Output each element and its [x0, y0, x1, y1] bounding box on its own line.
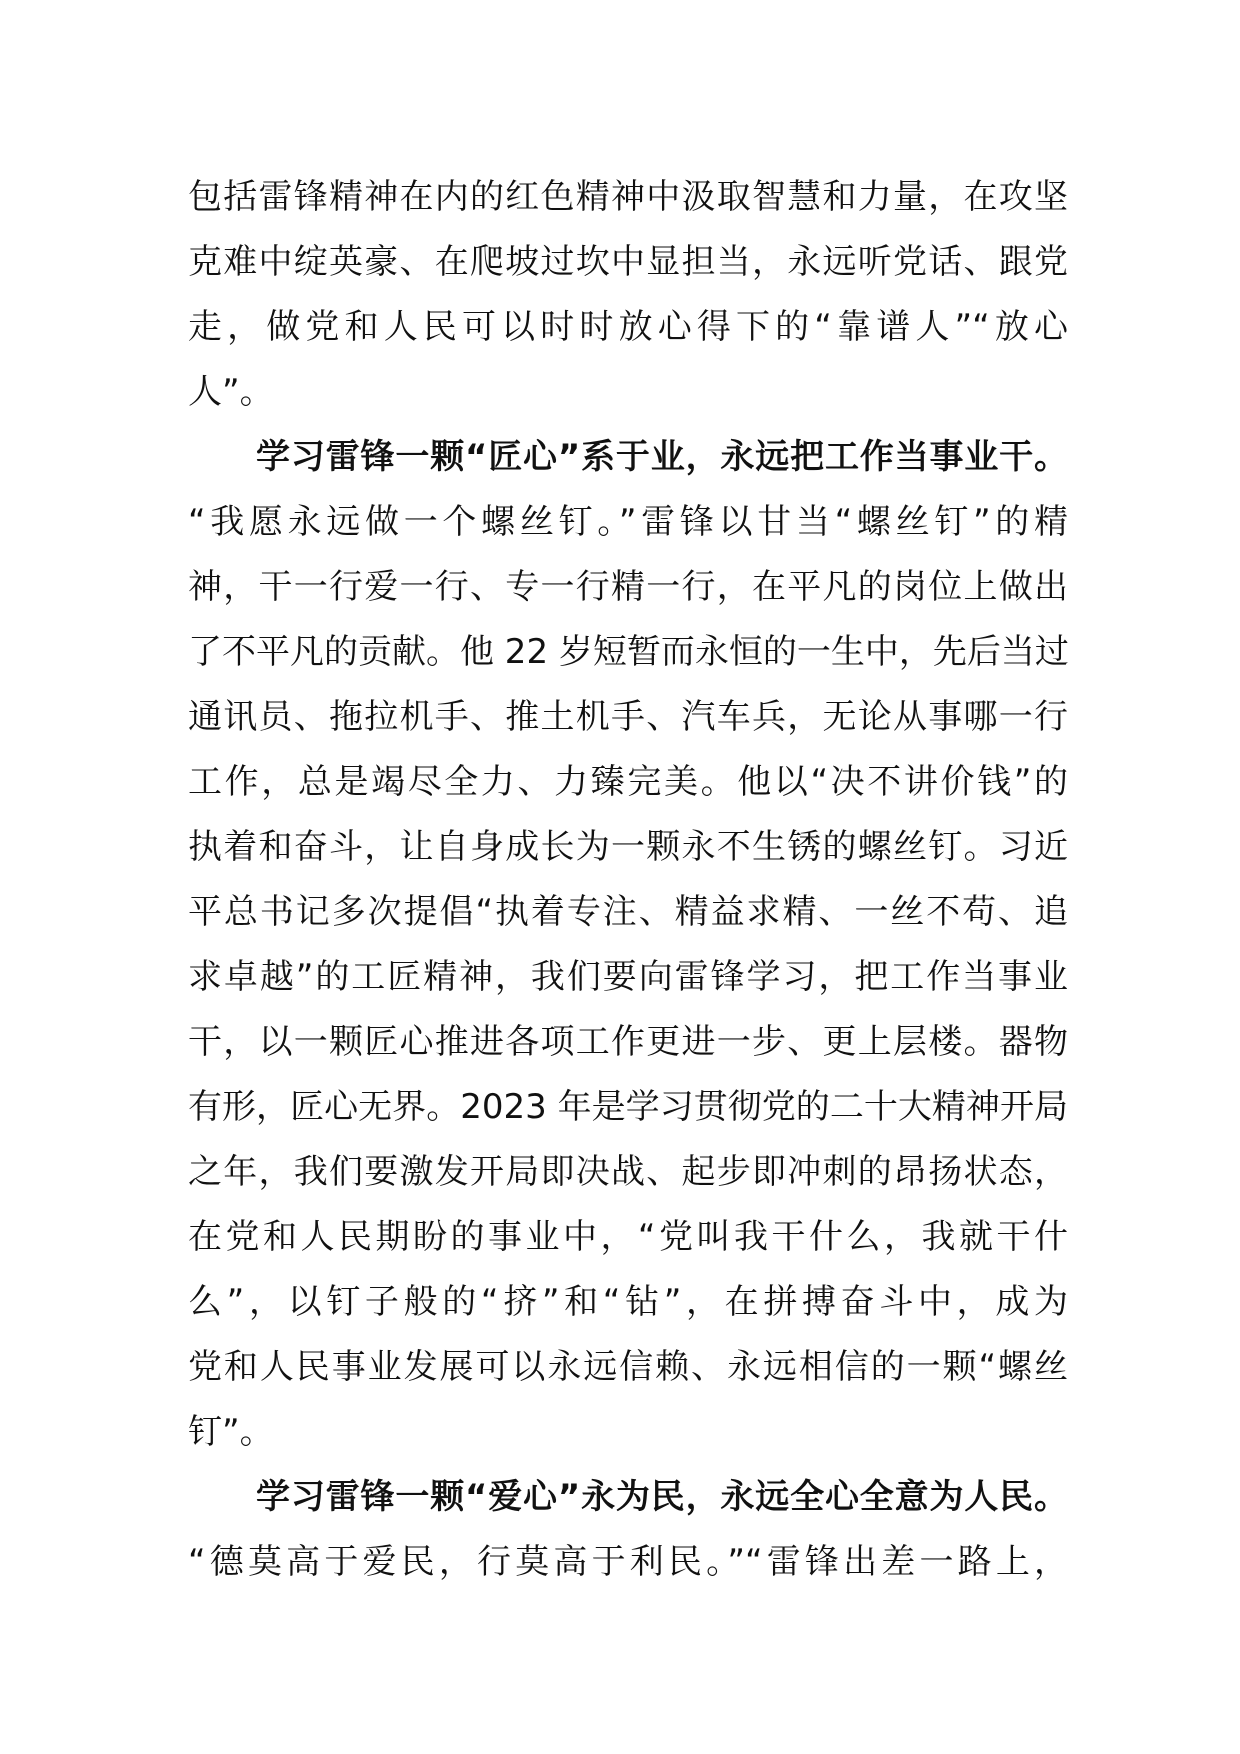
- paragraph-line: 了不平凡的贡献。他 22 岁短暂而永恒的一生中，先后当过: [188, 632, 1069, 672]
- paragraph-line: 么”，以钉子般的“挤”和“钻”，在拼搏奋斗中，成为: [188, 1282, 1068, 1322]
- paragraph-line: 工作，总是竭尽全力、力臻完美。他以“决不讲价钱”的: [188, 762, 1068, 802]
- section-heading: 学习雷锋一颗“匠心”系于业，永远把工作当事业干。: [256, 437, 1068, 477]
- paragraph-line: 包括雷锋精神在内的红色精神中汲取智慧和力量，在攻坚: [188, 177, 1068, 217]
- paragraph-line: 平总书记多次提倡“执着专注、精益求精、一丝不苟、追: [188, 892, 1068, 932]
- paragraph-line: 钉”。: [188, 1412, 274, 1452]
- paragraph-line: “德莫高于爱民，行莫高于利民。”“雷锋出差一路上，: [188, 1542, 1068, 1582]
- paragraph-line: 神，干一行爱一行、专一行精一行，在平凡的岗位上做出: [188, 567, 1068, 607]
- paragraph-line: “我愿永远做一个螺丝钉。”雷锋以甘当“螺丝钉”的精: [188, 502, 1068, 542]
- paragraph-line: 求卓越”的工匠精神，我们要向雷锋学习，把工作当事业: [188, 957, 1068, 997]
- paragraph-line: 之年，我们要激发开局即决战、起步即冲刺的昂扬状态，: [188, 1152, 1068, 1192]
- body-text: [188, 165, 1068, 1595]
- paragraph-line: 在党和人民期盼的事业中，“党叫我干什么，我就干什: [188, 1217, 1068, 1257]
- paragraph-line: 干，以一颗匠心推进各项工作更进一步、更上层楼。器物: [188, 1022, 1068, 1062]
- paragraph-line: 通讯员、拖拉机手、推土机手、汽车兵，无论从事哪一行: [188, 697, 1068, 737]
- paragraph-line: 克难中绽英豪、在爬坡过坎中显担当，永远听党话、跟党: [188, 242, 1068, 282]
- paragraph-line: 人”。: [188, 372, 274, 412]
- section-heading: 学习雷锋一颗“爱心”永为民，永远全心全意为人民。: [256, 1477, 1068, 1517]
- paragraph-line: 党和人民事业发展可以永远信赖、永远相信的一颗“螺丝: [188, 1347, 1068, 1387]
- paragraph-line: 执着和奋斗，让自身成长为一颗永不生锈的螺丝钉。习近: [188, 827, 1068, 867]
- paragraph-line: 有形，匠心无界。2023 年是学习贯彻党的二十大精神开局: [188, 1087, 1068, 1127]
- paragraph-line: 走，做党和人民可以时时放心得下的“靠谱人”“放心: [188, 307, 1068, 347]
